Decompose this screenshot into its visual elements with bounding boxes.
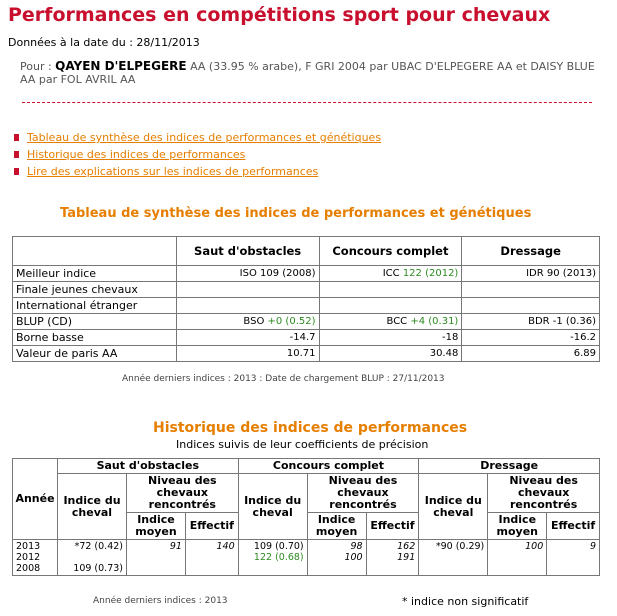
historique-subtitle: Indices suivis de leur coefficients de précision <box>176 438 429 451</box>
link-historique[interactable] <box>14 148 245 161</box>
table-cell: -18 <box>319 330 462 346</box>
table-cell <box>462 298 600 314</box>
header-cell: Indice moyen <box>307 513 366 540</box>
header-discipline: Dressage <box>419 459 600 474</box>
header-cell: Effectif <box>185 513 238 540</box>
pour-label: Pour : <box>20 60 52 73</box>
table-cell: -14.7 <box>176 330 319 346</box>
footnote: * indice non significatif <box>402 595 529 608</box>
table-header-row <box>13 237 600 266</box>
link-tableau-synthese[interactable] <box>14 131 381 144</box>
table-row <box>13 298 600 314</box>
table-cell: IDR 90 (2013) <box>462 266 600 282</box>
historique-table <box>12 458 600 576</box>
historique-title: Historique des indices de performances <box>153 420 468 436</box>
header-discipline: Saut d'obstacles <box>58 459 239 474</box>
table-cell: 9 <box>547 540 600 576</box>
header-cell: Niveau des chevaux rencontrés <box>307 474 419 513</box>
table-cell: 98 100 <box>307 540 366 576</box>
row-label: Valeur de paris AA <box>13 346 177 362</box>
header-empty <box>13 237 177 266</box>
header-cell: Dressage <box>462 237 600 266</box>
table-cell <box>176 298 319 314</box>
header-cell: Indice du cheval <box>238 474 307 540</box>
horse-info <box>20 60 605 86</box>
row-label: Finale jeunes chevaux <box>13 282 177 298</box>
table-cell: BCC +4 (0.31) <box>319 314 462 330</box>
table-cell <box>319 282 462 298</box>
row-label: BLUP (CD) <box>13 314 177 330</box>
header-annee: Année <box>13 459 58 540</box>
header-cell: Effectif <box>547 513 600 540</box>
header-cell: Niveau des chevaux rencontrés <box>488 474 600 513</box>
table-cell <box>462 282 600 298</box>
divider <box>22 102 592 103</box>
link-label: Tableau de synthèse des indices de performances et génétiques <box>27 131 382 144</box>
table-cell: 162 191 <box>366 540 419 576</box>
table-header-row <box>13 459 600 474</box>
table-cell: 91 <box>127 540 186 576</box>
header-cell: Indice du cheval <box>419 474 488 540</box>
row-label: Meilleur indice <box>13 266 177 282</box>
row-label: Borne basse <box>13 330 177 346</box>
horse-details: AA (33.95 % arabe), F GRI 2004 par UBAC D'ELPEGERE AA et DAISY BLUE AA par FOL AVRIL AA <box>20 60 595 86</box>
year-cell: 2013 2012 2008 <box>13 540 58 576</box>
table-cell: 30.48 <box>319 346 462 362</box>
table-row <box>13 346 600 362</box>
table-cell: BDR -1 (0.36) <box>462 314 600 330</box>
synthese-title: Tableau de synthèse des indices de performances et génétiques <box>60 206 532 221</box>
bullet-icon <box>14 151 19 158</box>
table-cell <box>319 298 462 314</box>
table-cell: 10.71 <box>176 346 319 362</box>
table-row <box>13 282 600 298</box>
row-label: International étranger <box>13 298 177 314</box>
table-cell: BSO +0 (0.52) <box>176 314 319 330</box>
horse-name: QAYEN D'ELPEGERE <box>55 59 187 73</box>
header-cell: Indice moyen <box>488 513 547 540</box>
table-header-row <box>13 474 600 513</box>
bullet-icon <box>14 134 19 141</box>
table-row <box>13 330 600 346</box>
bullet-icon <box>14 168 19 175</box>
synthese-note: Année derniers indices : 2013 : Date de chargement BLUP : 27/11/2013 <box>122 374 445 384</box>
table-cell: 100 <box>488 540 547 576</box>
table-cell: 6.89 <box>462 346 600 362</box>
table-cell: 109 (0.70) 122 (0.68) <box>238 540 307 576</box>
synthese-table <box>12 236 600 362</box>
date-line: Données à la date du : 28/11/2013 <box>8 36 200 49</box>
table-cell: 140 <box>185 540 238 576</box>
link-label: Historique des indices de performances <box>27 148 246 161</box>
table-row <box>13 314 600 330</box>
table-cell: -16.2 <box>462 330 600 346</box>
header-cell: Concours complet <box>319 237 462 266</box>
header-discipline: Concours complet <box>238 459 419 474</box>
header-cell: Indice moyen <box>127 513 186 540</box>
table-cell: *72 (0.42) 109 (0.73) <box>58 540 127 576</box>
page-title: Performances en compétitions sport pour chevaux <box>8 4 551 26</box>
link-label: Lire des explications sur les indices de performances <box>27 165 319 178</box>
header-cell: Niveau des chevaux rencontrés <box>127 474 239 513</box>
table-cell: ICC 122 (2012) <box>319 266 462 282</box>
table-cell: *90 (0.29) <box>419 540 488 576</box>
header-cell: Saut d'obstacles <box>176 237 319 266</box>
table-row <box>13 266 600 282</box>
table-cell <box>176 282 319 298</box>
historique-note: Année derniers indices : 2013 <box>93 596 228 606</box>
header-cell: Effectif <box>366 513 419 540</box>
header-cell: Indice du cheval <box>58 474 127 540</box>
table-row <box>13 540 600 576</box>
link-explications[interactable] <box>14 165 318 178</box>
table-cell: ISO 109 (2008) <box>176 266 319 282</box>
